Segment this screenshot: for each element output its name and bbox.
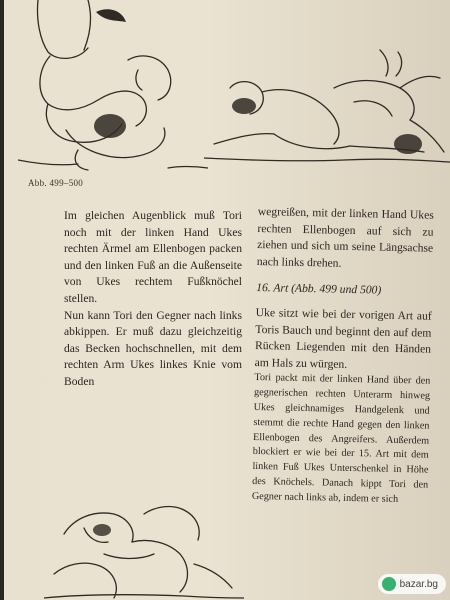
- text-column-right: [252, 204, 434, 508]
- watermark-logo-icon: [382, 577, 396, 591]
- book-page: [4, 0, 450, 600]
- illustration-top-left: [18, 0, 208, 172]
- illustration-top-right: [204, 48, 450, 166]
- figure-caption: Abb. 499–500: [28, 178, 84, 188]
- section-heading: 16. Art (Abb. 499 und 500): [256, 281, 382, 297]
- paragraph: Im gleichen Augenblick muß Tori noch mit der linken Hand Ukes rechten Ärmel am Ellenbogen packen und den linken Fuß an die Außenseite von Ukes rechtem Fußknöchel stellen.: [64, 209, 242, 305]
- paragraph: Tori packt mit der linken Hand über den gegnerischen rechten Unterarm hinweg Ukes gleichnamiges Handgelenk und stemmt die rechte Hand gegen den linken Ellenbogen des Angreifers. Außerdem blockiert er wie bei der 15. Art mit dem linken Fuß Ukes Unterschenkel in Höhe des Knöchels. Danach kippt Tori den Gegner nach links ab, indem er sich: [251, 372, 431, 505]
- text-column-left: [64, 208, 242, 391]
- watermark-text: bazar.bg: [399, 578, 438, 590]
- watermark-badge: [378, 574, 446, 594]
- illustration-bottom: [44, 494, 244, 600]
- paragraph-continuation: wegreißen, mit der linken Hand Ukes rechten Ellenbogen auf sich zu ziehen und sich um seine Längsachse nach links drehen.: [256, 204, 434, 270]
- paragraph: Uke sitzt wie bei der vorigen Art auf Toris Bauch und beginnt den auf dem Rücken Liegenden mit den Händen am Hals zu würgen.: [254, 305, 432, 371]
- paragraph: Nun kann Tori den Gegner nach links abkippen. Er muß dazu gleichzeitig das Becken hochschnellen, mit dem rechten Arm Ukes linkes Knie vom Boden: [64, 308, 242, 388]
